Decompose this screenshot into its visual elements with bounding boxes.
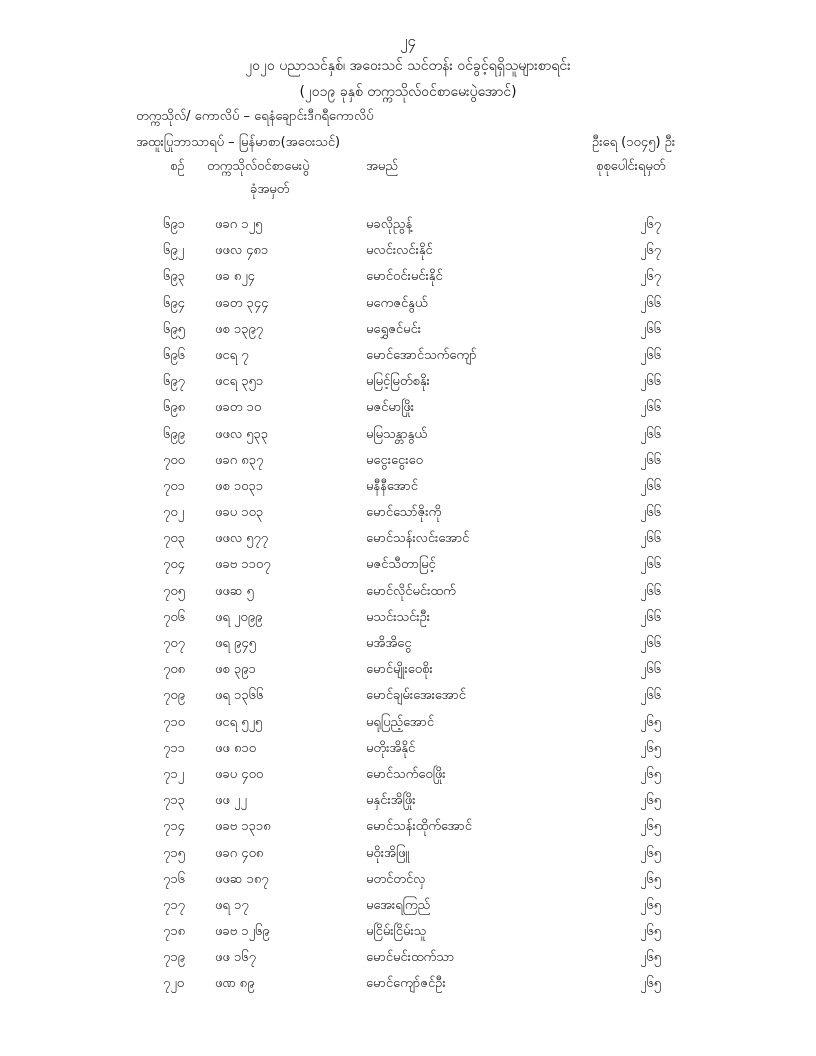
roll-number: ဖငရ ၃၅၁ — [215, 374, 264, 390]
total-score: ၂၆၇ — [640, 243, 662, 259]
roll-number: ဖခဗ ၁၂၆၉ — [215, 924, 270, 940]
total-score: ၂၆၆ — [640, 557, 662, 573]
roll-number: ဖဖဆ ၁၈၇ — [215, 871, 269, 887]
row-number: ၇၀၉ — [163, 688, 185, 704]
roll-number: ဖရ ၂၀၉၉ — [215, 609, 263, 625]
row-number: ၇၁၉ — [163, 950, 185, 966]
row-number: ၇၁၂ — [163, 766, 185, 782]
total-score: ၂၆၆ — [640, 531, 662, 547]
total-score: ၂၆၅ — [640, 897, 662, 913]
student-name: မတိုးအိနိုင် — [366, 740, 416, 756]
row-number: ၇၀၁ — [163, 478, 185, 494]
student-name: မမြသန္တာနွယ် — [366, 426, 428, 442]
table-row — [0, 369, 816, 395]
roll-number: ဖခ ၈၂၄ — [215, 269, 255, 285]
table-row — [0, 317, 816, 343]
roll-number: ဖခဂ ၁၂၅ — [215, 217, 263, 232]
student-name: မနီနီအောင် — [366, 478, 418, 494]
column-header-roll: တက္ကသိုလ်ဝင်စာမေးပွဲ — [207, 159, 310, 174]
roll-number: ဖငရ ၇ — [215, 347, 249, 363]
row-number: ၆၉၁ — [163, 217, 185, 232]
total-score: ၂၆၅ — [640, 871, 662, 887]
row-number: ၇၀၄ — [163, 557, 185, 573]
roll-number: ဖဖလ ၅၇၇ — [215, 531, 269, 547]
row-number: ၆၉၉ — [163, 426, 185, 442]
row-number: ၆၉၈ — [163, 400, 186, 416]
student-name: မဝိုးအိဖြူ — [366, 845, 410, 861]
total-score: ၂၆၅ — [640, 845, 662, 861]
student-name: မအေးရကြည် — [366, 897, 431, 913]
total-score: ၂၆၆ — [640, 295, 662, 311]
row-number: ၇၁၃ — [163, 793, 185, 809]
table-row — [0, 212, 816, 238]
student-name: မလင်းလင်းနိုင် — [366, 243, 433, 259]
roll-number: ဖဖလ ၅၃၃ — [215, 426, 269, 442]
total-score: ၂၆၅ — [640, 950, 662, 966]
table-row — [0, 474, 816, 500]
row-number: ၇၁၆ — [163, 871, 185, 887]
table-row — [0, 238, 816, 264]
column-header-name: အမည် — [366, 159, 398, 174]
total-score: ၂၆၅ — [640, 976, 662, 992]
total-score: ၂၆၆ — [640, 426, 662, 442]
major-line: အထူးပြုဘာသာရပ် – မြန်မာစာ(အဝေးသင်) — [136, 135, 341, 150]
total-score: ၂၆၆ — [640, 688, 662, 704]
student-name: မောင်သက်ဝေဖြိုး — [366, 766, 446, 782]
student-name: မောင်ချမ်းအေးအောင် — [366, 688, 466, 704]
row-number: ၆၉၅ — [163, 321, 185, 337]
table-row — [0, 867, 816, 893]
row-number: ၇၀၃ — [163, 531, 185, 547]
roll-number: ဖစ ၃၉၁ — [215, 662, 256, 678]
student-name: မောင်မျိုးဝေစိုး — [366, 662, 433, 678]
roll-number: ဖရ ၁၇ — [215, 897, 249, 913]
column-header-total: စုစုပေါင်းရမှတ် — [596, 159, 666, 174]
student-name: မောင်သန်းလင်းအောင် — [366, 531, 470, 547]
table-row — [0, 841, 816, 867]
roll-number: ဖဖလ ၄၈၁ — [215, 243, 269, 259]
row-number: ၇၁၇ — [163, 897, 185, 913]
total-score: ၂၆၆ — [640, 452, 662, 468]
student-name: မောင်သော်ဇိုးကို — [366, 505, 442, 521]
student-name: မဇင်မာဖြိုး — [366, 400, 415, 416]
total-score: ၂၆၆ — [640, 662, 662, 678]
row-number: ၇၀၂ — [163, 505, 185, 521]
roll-number: ဖစ ၁၀၃၁ — [215, 478, 264, 494]
total-score: ၂၆၇ — [640, 217, 662, 232]
table-row — [0, 264, 816, 290]
total-score: ၂၆၅ — [640, 766, 662, 782]
page-number: ၂၄ — [400, 32, 416, 50]
total-score: ၂၆၆ — [640, 478, 662, 494]
row-number: ၇၁၀ — [163, 714, 185, 730]
row-number: ၇၁၄ — [163, 819, 185, 835]
total-score: ၂၆၅ — [640, 924, 662, 940]
student-name: မရုပြည့်အောင် — [366, 714, 435, 730]
results-table — [0, 212, 816, 998]
roll-number: ဖခဗ ၁၁၀၇ — [215, 557, 271, 573]
total-score: ၂၆၆ — [640, 400, 662, 416]
student-name: မငြိမ်းငြိမ်းသူ — [366, 924, 427, 940]
row-number: ၆၉၃ — [163, 269, 185, 285]
page-title: ၂၀၂၀ ပညာသင်နှစ်၊ အဝေးသင် သင်တန်း ဝင်ခွင့်ရရှိသူများစာရင်း — [245, 58, 571, 74]
roll-number: ဖငရ ၅၂၅ — [215, 714, 263, 730]
student-name: မောင်မင်းထက်သာ — [366, 950, 455, 966]
roll-number: ဖခတ ၃၄၄ — [215, 295, 269, 311]
row-number: ၇၀၆ — [163, 609, 185, 625]
roll-number: ဖဖ ၈၁၀ — [215, 740, 257, 756]
student-name: မအိအိငွေ — [366, 636, 412, 651]
table-row — [0, 945, 816, 971]
total-score: ၂၆၅ — [640, 714, 662, 730]
row-number: ၇၂၀ — [163, 976, 185, 992]
table-row — [0, 579, 816, 605]
roll-number: ဖဖ ၂၂ — [215, 793, 247, 809]
table-row — [0, 919, 816, 945]
roll-number: ဖရ ၉၄၅ — [215, 636, 256, 651]
table-row — [0, 736, 816, 762]
row-number: ၇၁၅ — [163, 845, 185, 861]
student-name: မောင်အောင်သက်ကျော် — [366, 347, 477, 363]
row-number: ၇၁၁ — [163, 740, 185, 756]
student-name: မရွှေဇင်မင်း — [366, 321, 422, 337]
roll-number: ဖခဂ ၈၃၇ — [215, 452, 264, 468]
roll-number: ဖခတ ၁၀ — [215, 400, 262, 416]
student-name: မောင်လိုင်မင်းထက် — [366, 583, 456, 599]
roll-number: ဖခဗ ၁၃၁၈ — [215, 819, 271, 835]
row-number: ၇၀၈ — [163, 662, 186, 678]
total-score: ၂၆၆ — [640, 636, 662, 651]
table-row — [0, 422, 816, 448]
total-score: ၂၆၅ — [640, 740, 662, 756]
student-name: မောင်ဝင်းမင်းနိုင် — [366, 269, 443, 285]
row-number: ၆၉၇ — [163, 374, 185, 390]
table-row — [0, 291, 816, 317]
table-row — [0, 710, 816, 736]
university-line: တက္ကသိုလ်/ ကောလိပ် – ရေနံချောင်းဒီဂရီကောလိပ် — [136, 109, 374, 124]
student-name: မနှင်းအိဖြိုး — [366, 793, 416, 809]
table-row — [0, 500, 816, 526]
table-row — [0, 395, 816, 421]
student-name: မခလိုညွန့် — [366, 217, 413, 232]
roll-number: ဖစ ၁၃၉၇ — [215, 321, 264, 337]
student-name: မမြင့်မြတ်စနိုး — [366, 374, 430, 390]
row-number: ၆၉၂ — [163, 243, 185, 259]
page-subtitle: (၂၀၁၉ ခုနှစ် တက္ကသိုလ်ဝင်စာမေးပွဲအောင်) — [299, 84, 517, 100]
total-score: ၂၆၅ — [640, 793, 662, 809]
column-header-roll-line2: ခုံအမှတ် — [250, 182, 290, 197]
table-row — [0, 448, 816, 474]
roll-number: ဖရ ၁၃၆၆ — [215, 688, 264, 704]
roll-number: ဖဏ ၈၉ — [215, 976, 255, 992]
row-number: ၇၀၀ — [163, 452, 185, 468]
table-row — [0, 657, 816, 683]
student-name: မကေဇင်နွယ် — [366, 295, 428, 311]
table-row — [0, 605, 816, 631]
table-row — [0, 971, 816, 997]
row-number: ၇၁၈ — [163, 924, 186, 940]
student-name: မောင်သန်းထိုက်အောင် — [366, 819, 472, 835]
table-row — [0, 893, 816, 919]
table-row — [0, 762, 816, 788]
table-row — [0, 343, 816, 369]
column-header-no: စဉ် — [170, 159, 185, 174]
roll-number: ဖဖ ၁၆၇ — [215, 950, 256, 966]
student-name: မောင်ကျော်ဇင်ဦး — [366, 976, 446, 992]
table-row — [0, 814, 816, 840]
total-score: ၂၆၇ — [640, 269, 662, 285]
total-score: ၂၆၆ — [640, 583, 662, 599]
total-score: ၂၆၆ — [640, 505, 662, 521]
total-score: ၂၆၆ — [640, 374, 662, 390]
student-name: မတင်တင်လှ — [366, 871, 426, 887]
table-row — [0, 552, 816, 578]
row-number: ၆၉၄ — [163, 295, 185, 311]
student-name: မငွေးငွေးဝေ — [366, 452, 423, 468]
student-name: မဇင်သီတာမြင့် — [366, 557, 436, 573]
total-count: ဦးရေ (၁၀၄၅) ဦး — [592, 135, 676, 150]
total-score: ၂၆၆ — [640, 609, 662, 625]
total-score: ၂၆၅ — [640, 819, 662, 835]
roll-number: ဖခဂ ၄၀၈ — [215, 845, 264, 861]
row-number: ၇၀၇ — [163, 636, 185, 651]
table-row — [0, 631, 816, 657]
total-score: ၂၆၆ — [640, 347, 662, 363]
table-row — [0, 683, 816, 709]
roll-number: ဖခပ ၁၀၃ — [215, 505, 264, 521]
table-row — [0, 788, 816, 814]
total-score: ၂၆၆ — [640, 321, 662, 337]
roll-number: ဖခပ ၄၀၀ — [215, 766, 264, 782]
roll-number: ဖဖဆ ၅ — [215, 583, 254, 599]
table-row — [0, 526, 816, 552]
student-name: မသင်းသင်းဦး — [366, 609, 431, 625]
row-number: ၇၀၅ — [163, 583, 185, 599]
row-number: ၆၉၆ — [163, 347, 185, 363]
